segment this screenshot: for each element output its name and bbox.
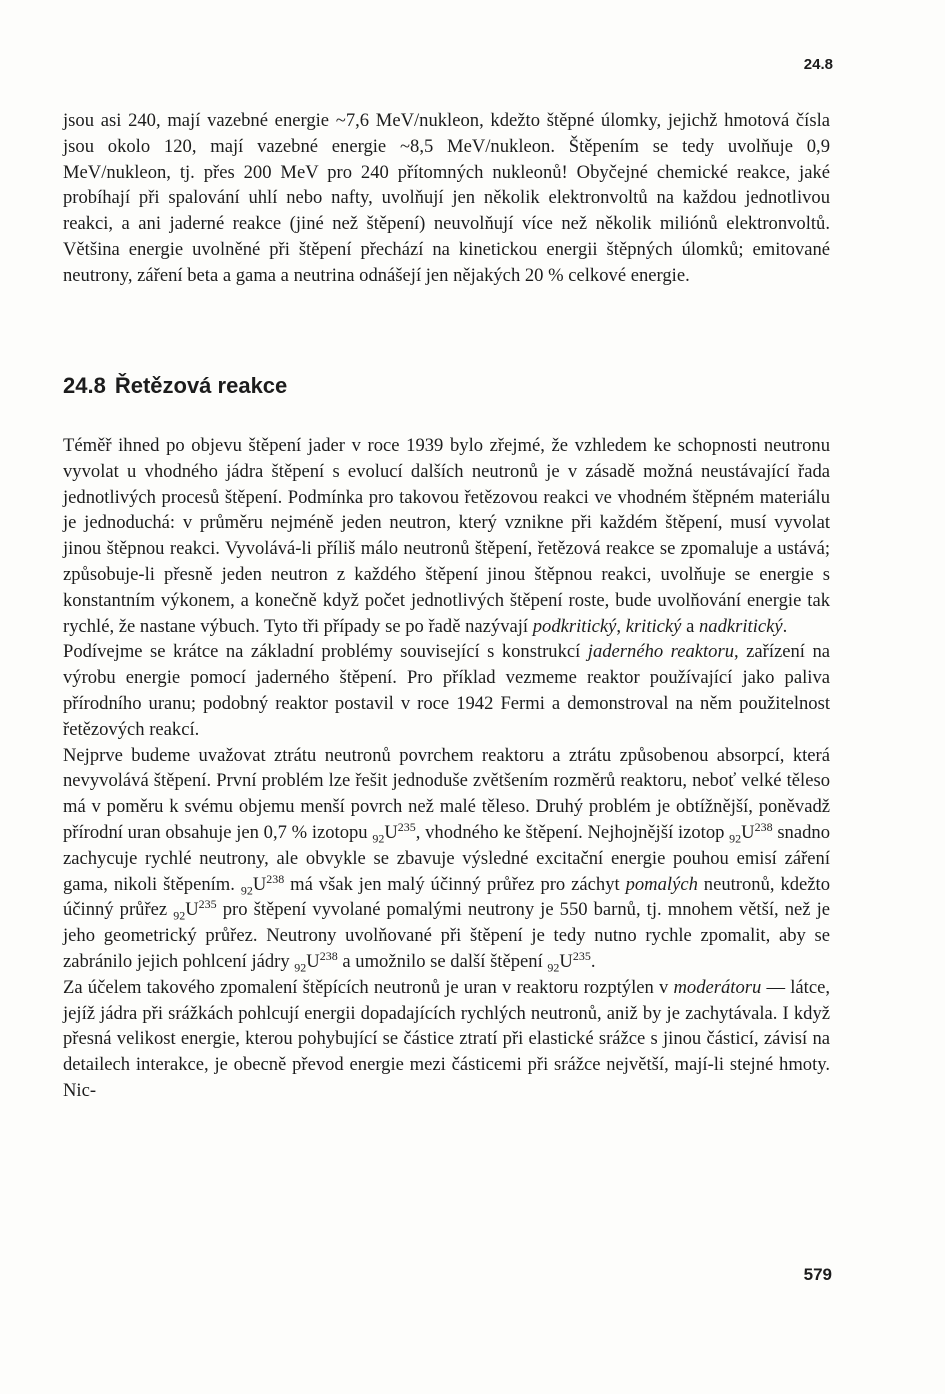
p3-text: , vhodného ke štěpení. Nejhojnější izotop bbox=[415, 821, 730, 843]
p3-text: Nejprve budeme uvažovat ztrátu neutronů povrchem reaktoru a ztrátu způsobenou absorpcí, která nevyvolává štěpení. První problém lze řešit jednoduše zvětšením rozměrů reaktoru, neboť velké těleso má v poměru k svému objemu menší povrch než malé těleso. Druhý problém je obtížnější, poněvadž přírodní uran obsahuje jen 0,7 % izotopu bbox=[63, 744, 830, 843]
p3-text: snadno zachycuje rychlé neutrony, ale obvykle se zbavuje výsledné excitační energie pouhou emisí záření gama, nikoli štěpením. bbox=[63, 821, 830, 895]
p2-text: Podívejme se krátce na základní problémy související s konstrukcí bbox=[63, 641, 588, 663]
p3-text: a umožnilo se další štěpení bbox=[337, 950, 548, 972]
section-title: Řetězová reakce bbox=[114, 373, 288, 398]
term-critical: kritický bbox=[625, 615, 682, 637]
section-body bbox=[63, 433, 830, 1104]
term-slow: pomalých bbox=[625, 873, 698, 895]
paragraph-3 bbox=[63, 743, 830, 975]
term-moderator: moderátoru bbox=[673, 976, 762, 998]
section-heading bbox=[63, 373, 287, 399]
isotope-u235: $_{92}U^{235}$ bbox=[372, 819, 416, 846]
isotope-u238: $_{92}U^{238}$ bbox=[294, 948, 338, 975]
running-head: 24.8 bbox=[803, 56, 833, 73]
p4-text: — látce, jejíž jádra při srážkách pohlcují energii dopadajících rychlých neutronů, aniž by je zachytávala. I když přesná velikost energie, kterou pohybující se částice ztratí při elastické srážce s jinou částicí, závisí na detailech interakce, je obecně převod energie mezi částicemi při srážce největší, mají-li stejné hmoty. Nic- bbox=[63, 976, 830, 1101]
p3-text: neutronů, kdežto účinný průřez bbox=[63, 873, 831, 921]
p2-text: , zařízení na výrobu energie pomocí jaderného štěpení. Pro příklad vezmeme reaktor používající jako paliva přírodního uranu; podobný reaktor postavil v roce 1942 Fermi a demonstroval na něm použitelnost řetězových reakcí. bbox=[63, 641, 831, 740]
p4-text: Za účelem takového zpomalení štěpících neutronů je uran v reaktoru rozptýlen v bbox=[63, 976, 674, 998]
paragraph-4 bbox=[63, 975, 830, 1104]
term-reactor: jaderného reaktoru bbox=[587, 641, 735, 663]
paragraph-1 bbox=[63, 433, 830, 639]
page-number: 579 bbox=[803, 1265, 832, 1284]
p1-text: Téměř ihned po objevu štěpení jader v roce 1939 bylo zřejmé, že vzhledem ke schopnosti neutronu vyvolat u vhodného jádra štěpení s evolucí dalších neutronů je v zásadě možná neustávající řada jednotlivých procesů štěpení. Podmínka pro takovou řetězovou reakci ve vhodném štěpném materiálu je jednoduchá: v průměru nejméně jeden neutron, který vznikne při každém štěpení, musí vyvolat jinou štěpnou reakci. Vyvolává-li příliš málo neutronů štěpení, řetězová reakce se zpomaluje a ustává; způsobuje-li přesně jeden neutron z každého štěpení jinou štěpnou reakci, uvolňuje se energie s konstantním výkonem, a konečně když počet jednotlivých štěpení roste, bude uvolňování energie tak rychlé, že nastane výbuch. Tyto tři případy se po řadě nazývají bbox=[63, 435, 830, 637]
paragraph-2 bbox=[63, 639, 830, 742]
isotope-u235: $_{92}U^{235}$ bbox=[173, 897, 217, 924]
term-supercritical: nadkritický bbox=[699, 615, 783, 637]
p1-sep: a bbox=[681, 615, 699, 637]
p3-text: pro štěpení vyvolané pomalými neutrony je 550 barnů, tj. mnohem větší, než je jeho geometrický průřez. Neutrony uvolňované při štěpení je tedy nutno rychle zpomalit, aby se zabránilo jejich pohlcení jádry bbox=[63, 899, 830, 972]
isotope-u238: $_{92}U^{238}$ bbox=[729, 819, 773, 846]
p1-end: . bbox=[782, 615, 788, 637]
section-number: 24.8 bbox=[63, 373, 106, 398]
isotope-u238: $_{92}U^{238}$ bbox=[240, 871, 285, 898]
isotope-u235: $_{92}U^{235}$ bbox=[547, 948, 591, 975]
intro-paragraph bbox=[63, 108, 830, 289]
p3-text: . bbox=[590, 950, 596, 972]
term-subcritical: podkritický bbox=[532, 615, 617, 637]
p3-text: má však jen malý účinný průřez pro záchyt bbox=[284, 873, 626, 895]
intro-text: jsou asi 240, mají vazebné energie ~7,6 MeV/nukleon, kdežto štěpné úlomky, jejichž hmotová čísla jsou okolo 120, mají vazebné energie ~8,5 MeV/nukleon. Štěpením se tedy uvolňuje 0,9 MeV/nukleon, tj. přes 200 MeV pro 240 přítomných nukleonů! Obyčejné chemické reakce, jaké probíhají při spalování uhlí nebo nafty, uvolňují jen několik elektronvoltů na každou jednotlivou reakci, a ani jaderné reakce (jiné než štěpení) neuvolňují více než několik miliónů elektronvoltů. Většina energie uvolněné při štěpení přechází na kinetickou energii štěpných úlomků; emitované neutrony, záření beta a gama a neutrina odnášejí jen nějakých 20 % celkové energie. bbox=[63, 110, 830, 286]
p1-sep: , bbox=[616, 615, 626, 637]
